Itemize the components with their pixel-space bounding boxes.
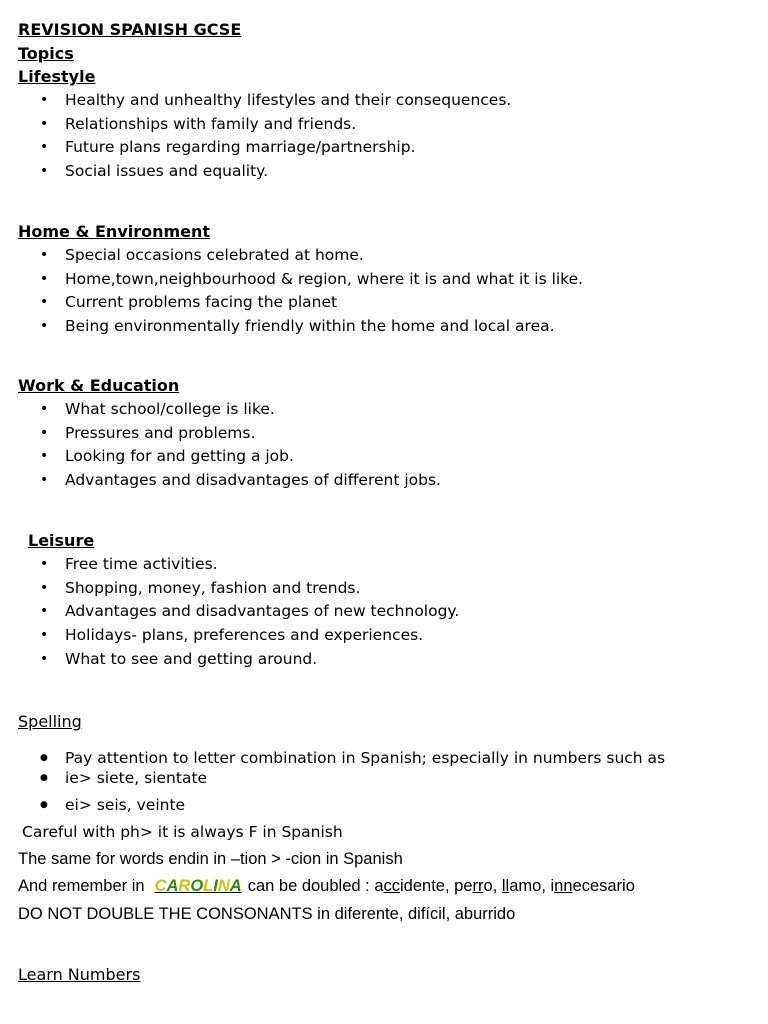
home-environment-heading: Home & Environment [18, 222, 211, 241]
example-perro: perro [454, 877, 493, 895]
example-innecesario: innecesario [550, 877, 635, 895]
carolina-letter: R [178, 877, 191, 895]
list-item: • Pressures and problems. [0, 422, 441, 446]
carolina-rule-line: And remember in CAROLINA can be doubled : accidente, perro, llamo, innecesario [18, 877, 635, 895]
carolina-letter: L [203, 877, 214, 895]
list-item: • Special occasions celebrated at home. [0, 244, 583, 268]
list-item: • Future plans regarding marriage/partnership. [0, 136, 511, 160]
list-item: • What to see and getting around. [0, 648, 459, 672]
list-item: ● Pay attention to letter combination in Spanish; especially in numbers such as [0, 748, 665, 768]
spelling-heading: Spelling [18, 712, 82, 731]
topics-heading: Topics [18, 44, 74, 63]
spelling-list [0, 748, 665, 815]
list-item: • What school/college is like. [0, 398, 441, 422]
carolina-letter: C [154, 877, 167, 895]
work-education-heading: Work & Education [18, 376, 180, 395]
consonants-rule-line: DO NOT DOUBLE THE CONSONANTS in diferente, difícil, aburrido [18, 905, 516, 923]
doubled-text: can be doubled : [247, 877, 370, 895]
list-item: • Healthy and unhealthy lifestyles and their consequences. [0, 89, 511, 113]
list-item: • Being environmentally friendly within the home and local area. [0, 315, 583, 339]
carolina-letter: I [213, 877, 218, 895]
work-education-list [0, 398, 441, 493]
home-environment-list [0, 244, 583, 339]
list-item: • Advantages and disadvantages of different jobs. [0, 469, 441, 493]
list-item: ● ei> seis, veinte [0, 795, 665, 815]
carolina-letter: A [166, 877, 179, 895]
list-item: • Social issues and equality. [0, 160, 511, 184]
example-llamo: llamo [501, 877, 542, 895]
list-item: • Free time activities. [0, 553, 459, 577]
remember-prefix: And remember in [18, 877, 145, 895]
ph-rule-line: Careful with ph> it is always F in Spanish [22, 823, 343, 841]
document-title: REVISION SPANISH GCSE [18, 20, 242, 39]
list-item: • Home,town,neighbourhood & region, where it is and what it is like. [0, 268, 583, 292]
list-item: • Looking for and getting a job. [0, 445, 441, 469]
list-item: • Shopping, money, fashion and trends. [0, 577, 459, 601]
list-item: • Advantages and disadvantages of new technology. [0, 600, 459, 624]
list-item: ● ie> siete, sientate [0, 768, 665, 795]
list-item: • Current problems facing the planet [0, 291, 583, 315]
carolina-letter: A [229, 877, 242, 895]
carolina-letter: N [217, 877, 230, 895]
tion-rule-line: The same for words endin in –tion > -cion in Spanish [18, 850, 403, 868]
lifestyle-list [0, 89, 511, 184]
leisure-heading: Leisure [28, 531, 95, 550]
carolina-word [155, 876, 242, 896]
carolina-letter: O [190, 877, 204, 895]
list-item: • Relationships with family and friends. [0, 113, 511, 137]
leisure-list [0, 553, 459, 671]
list-item: • Holidays- plans, preferences and experiences. [0, 624, 459, 648]
learn-numbers-heading: Learn Numbers [18, 965, 141, 984]
lifestyle-heading: Lifestyle [18, 67, 96, 86]
example-accidente: accidente [374, 877, 445, 895]
